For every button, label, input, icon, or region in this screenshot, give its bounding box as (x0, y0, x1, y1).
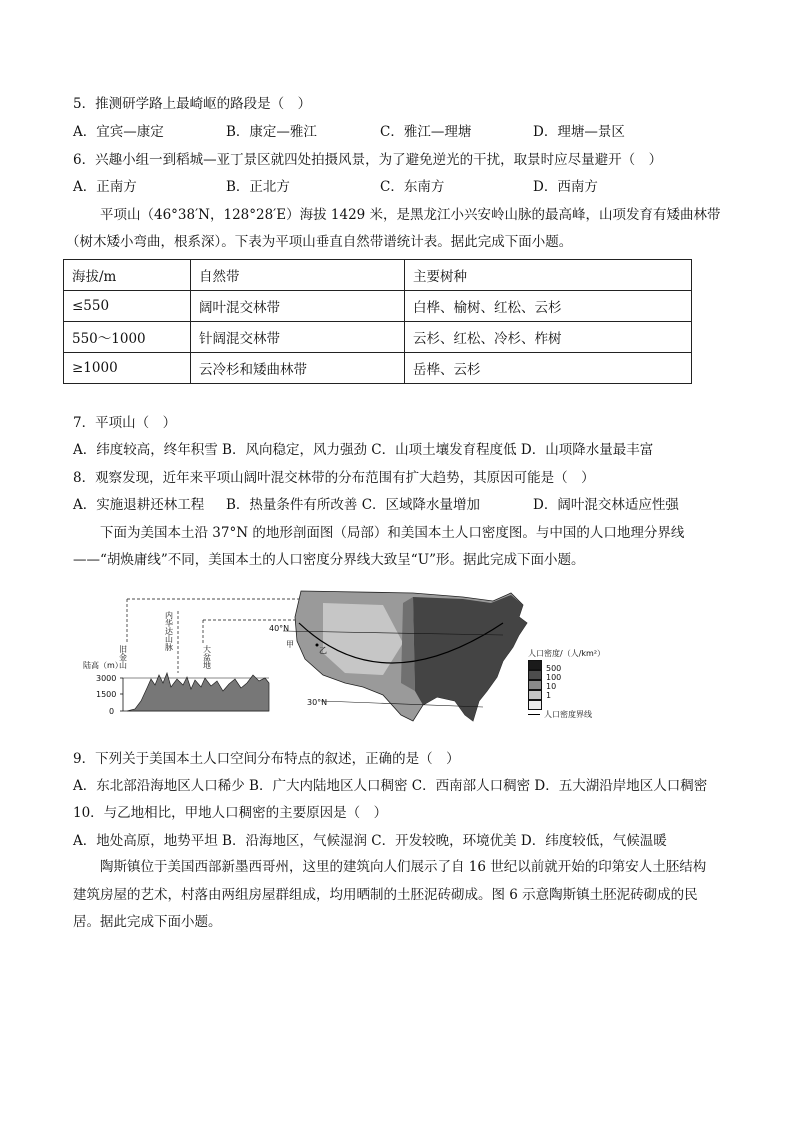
q8-stem: 8．观察发现，近年来平项山阔叶混交林带的分布范围有扩大趋势，其原因可能是（ ） (73, 470, 595, 486)
usa-intro-line-1: 下面为美国本土沿 37°N 的地形剖面图（局部）和美国本土人口密度图。与中国的人口地理分界线 (100, 525, 685, 541)
q5-stem: 5．推测研学路上最崎岖的路段是（ ） (73, 96, 312, 112)
plains-region (401, 597, 415, 691)
q9-stem: 9．下列关于美国本土人口空间分布特点的叙述，正确的是（ ） (73, 751, 460, 767)
table-cell: 阔叶混交林带 (191, 291, 405, 322)
q7-options: A．纬度较高，终年积雪 B．风向稳定，风力强劲 C．山项土壤发育程度低 D．山项降水量最丰富 (73, 442, 654, 458)
q6-option-b: B．正北方 (226, 179, 290, 195)
table-header-cell: 自然带 (191, 260, 405, 291)
label-jia: 甲 (286, 640, 294, 649)
pingdingshan-intro-line-2: （树木矮小弯曲，根系深）。下表为平项山垂直自然带谱统计表。据此完成下面小题。 (66, 234, 573, 250)
profile-terrain-area (127, 673, 269, 711)
usa-intro-line-2: ——“胡焕庸线”不同，美国本土的人口密度分界线大致呈“U”形。据此完成下面小题。 (73, 552, 585, 568)
q9-options: A．东北部沿海地区人口稀少 B．广大内陆地区人口稠密 C．西南部人口稠密 D．五大湖沿岸地区人口稠密 (73, 778, 708, 794)
table-cell: 岳桦、云杉 (405, 353, 692, 384)
q8-option-bc: B．热量条件有所改善 C．区域降水量增加 (226, 497, 481, 513)
table-row (64, 322, 692, 353)
terrain-profile (83, 599, 315, 716)
table-cell: 550～1000 (64, 322, 191, 353)
label-30n: 30°N (307, 698, 328, 707)
table-header-row (64, 260, 692, 291)
legend-title: 人口密度/（人/km²） (528, 649, 606, 658)
pingdingshan-intro-line-1: 平项山（46°38′N，128°28′E）海拔 1429 米，是黑龙江小兴安岭山脉的最高峰，山项发育有矮曲林带 (100, 207, 721, 223)
legend-item-1: 1 (546, 691, 552, 700)
q8-option-a: A．实施退耕还林工程 (73, 497, 205, 513)
q6-option-c: C．东南方 (380, 179, 445, 195)
q6-option-d: D．西南方 (533, 179, 598, 195)
q10-stem: 10．与乙地相比，甲地人口稠密的主要原因是（ ） (73, 805, 388, 821)
q5-option-a: A．宜宾—康定 (73, 124, 164, 140)
label-40n: 40°N (269, 624, 290, 633)
usa-population-map (269, 591, 527, 721)
q8-option-d: D．阔叶混交林适应性强 (533, 497, 679, 513)
population-density-legend (528, 648, 638, 728)
label-sierra-nevada: 内华达山脉 (164, 611, 174, 651)
label-san-francisco: 旧金山 (118, 645, 128, 669)
profile-axis-title: 陆高（m） (83, 661, 123, 670)
q6-option-a: A．正南方 (73, 179, 137, 195)
legend-boundary-label: 人口密度界线 (544, 710, 592, 719)
table-cell: 针阔混交林带 (191, 322, 405, 353)
taos-intro-line-2: 建筑房屋的艺术，村落由两组房屋群组成，均用晒制的土胚泥砖砌成。图 6 示意陶斯镇土胚泥砖砌成的民 (73, 887, 698, 903)
profile-tick-3000: 3000 (96, 674, 117, 683)
table-header-cell: 主要树种 (405, 260, 692, 291)
label-great-basin: 大盆地 (202, 645, 212, 669)
table-header-cell: 海拔/m (64, 260, 191, 291)
q7-stem: 7．平项山（ ） (73, 415, 177, 431)
profile-tick-0: 0 (109, 707, 115, 716)
legend-item-10: 10 (546, 682, 557, 691)
table-cell: ≤550 (64, 291, 191, 322)
legend-item-100: 100 (546, 673, 562, 682)
table-cell: 云杉、红松、冷杉、柞树 (405, 322, 692, 353)
table-row (64, 291, 692, 322)
q10-options: A．地处高原，地势平坦 B．沿海地区，气候湿润 C．开发较晚，环境优美 D．纬度较低，气候温暖 (73, 833, 667, 849)
q5-option-b: B．康定—雅江 (226, 124, 317, 140)
profile-tick-1500: 1500 (96, 690, 117, 699)
q5-option-c: C．雅江—理塘 (380, 124, 472, 140)
table-row (64, 353, 692, 384)
legend-item-500: 500 (546, 664, 562, 673)
table-cell: 白桦、榆树、红松、云杉 (405, 291, 692, 322)
q5-option-d: D．理塘—景区 (533, 124, 625, 140)
vertical-zone-table (63, 259, 692, 384)
q6-stem: 6．兴趣小组一到稻城—亚丁景区就四处拍摄风景，为了避免逆光的干扰，取景时应尽量避开（ ） (73, 152, 663, 168)
taos-intro-line-1: 陶斯镇位于美国西部新墨西哥州，这里的建筑向人们展示了自 16 世纪以前就开始的印第安人土胚结构 (100, 859, 707, 875)
taos-intro-line-3: 居。据此完成下面小题。 (73, 914, 222, 930)
table-cell: ≥1000 (64, 353, 191, 384)
label-yi: 乙 (319, 646, 327, 655)
table-cell: 云冷杉和矮曲林带 (191, 353, 405, 384)
